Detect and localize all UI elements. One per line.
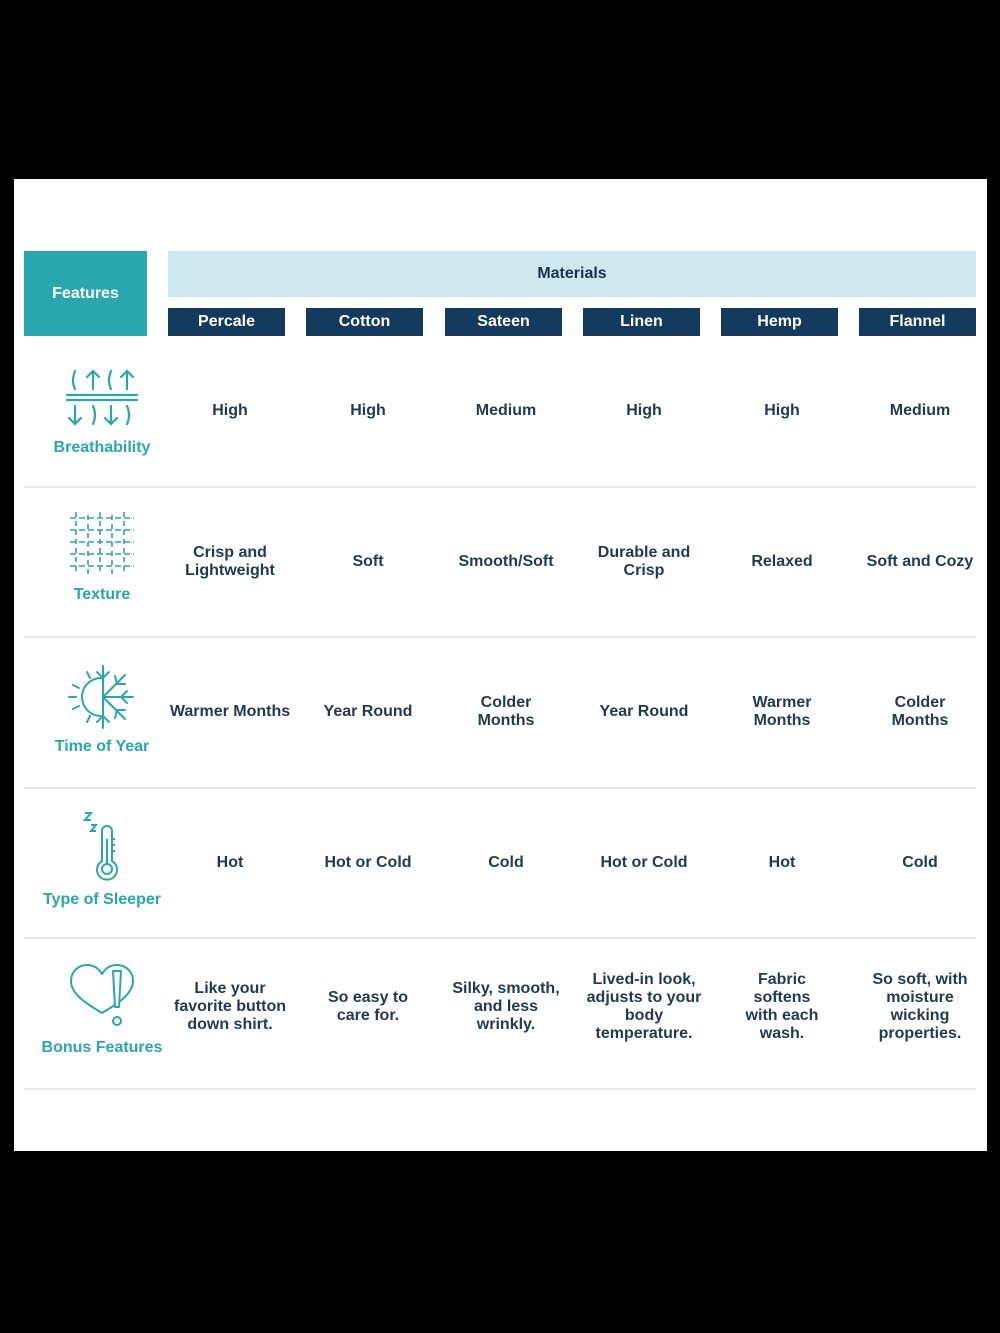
feature-time-of-year xyxy=(24,664,180,756)
cell-flannel: Medium xyxy=(889,402,951,419)
feature-type-of-sleeper xyxy=(24,811,180,909)
cell-sateen: Silky, smooth, and less wrinkly. xyxy=(452,980,560,1033)
feature-bonus-features xyxy=(24,963,180,1057)
sun-snowflake-icon xyxy=(67,664,137,730)
cell-cotton: Soft xyxy=(352,553,384,570)
woven-texture-icon xyxy=(68,512,136,578)
material-header-percale: Percale xyxy=(168,308,285,336)
feature-texture xyxy=(24,512,180,604)
cell-cotton: Hot or Cold xyxy=(324,854,412,871)
heart-exclamation-icon xyxy=(67,963,137,1031)
cell-linen: High xyxy=(626,402,662,419)
cell-linen: Durable and Crisp xyxy=(597,544,691,579)
cell-cotton: High xyxy=(350,402,386,419)
comparison-card xyxy=(14,179,987,1151)
feature-label: Time of Year xyxy=(54,738,150,755)
cell-hemp: High xyxy=(764,402,800,419)
thermometer-sleep-icon xyxy=(72,811,132,883)
feature-label: Bonus Features xyxy=(41,1039,163,1056)
cell-flannel: Cold xyxy=(902,854,938,871)
feature-label: Type of Sleeper xyxy=(43,891,161,908)
cell-percale: Hot xyxy=(216,854,244,871)
cell-sateen: Cold xyxy=(488,854,524,871)
table-row-texture xyxy=(24,488,976,636)
table-row-time-of-year xyxy=(24,638,976,786)
cell-percale: High xyxy=(212,402,248,419)
cell-hemp: Hot xyxy=(768,854,796,871)
cell-linen: Lived-in look, adjusts to your body temperature. xyxy=(586,971,702,1042)
cell-cotton: So easy to care for. xyxy=(327,989,409,1024)
cell-flannel: Colder Months xyxy=(891,694,949,729)
cell-sateen: Smooth/Soft xyxy=(458,553,554,570)
table-row-breathability xyxy=(24,361,976,485)
cell-linen: Hot or Cold xyxy=(600,854,688,871)
cell-hemp: Warmer Months xyxy=(752,694,812,729)
cell-hemp: Fabric softens with each wash. xyxy=(745,971,819,1042)
cell-percale: Like your favorite button down shirt. xyxy=(174,980,286,1033)
material-header-sateen: Sateen xyxy=(445,308,562,336)
cell-percale: Crisp and Lightweight xyxy=(185,544,275,579)
cell-sateen: Colder Months xyxy=(477,694,535,729)
table-row-type-of-sleeper xyxy=(24,789,976,937)
material-header-flannel: Flannel xyxy=(859,308,976,336)
features-header: Features xyxy=(24,251,147,336)
materials-header: Materials xyxy=(168,251,976,297)
material-header-cotton: Cotton xyxy=(306,308,423,336)
cell-cotton: Year Round xyxy=(323,703,413,720)
feature-label: Texture xyxy=(73,586,131,603)
feature-breathability xyxy=(24,365,180,457)
cell-percale: Warmer Months xyxy=(169,703,291,720)
cell-flannel: Soft and Cozy xyxy=(866,553,974,570)
cell-flannel: So soft, with moisture wicking properties. xyxy=(872,971,968,1042)
material-header-hemp: Hemp xyxy=(721,308,838,336)
feature-label: Breathability xyxy=(53,439,151,456)
cell-sateen: Medium xyxy=(475,402,537,419)
material-header-linen: Linen xyxy=(583,308,700,336)
table-row-bonus-features xyxy=(24,939,976,1089)
cell-linen: Year Round xyxy=(599,703,689,720)
breathability-arrows-icon xyxy=(65,365,139,431)
cell-hemp: Relaxed xyxy=(751,553,813,570)
row-divider xyxy=(24,1088,976,1090)
